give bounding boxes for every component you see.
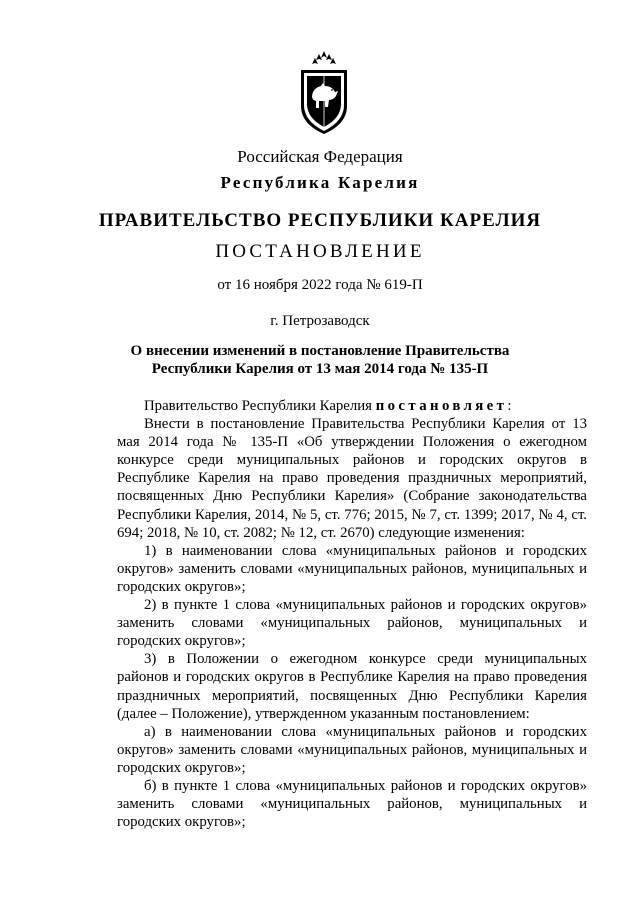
paragraph-item-1: 1) в наименовании слова «муниципальных районов и городских округов» заменить словами «муниципальных районов, муниципальных и городских округов»; [117,542,587,595]
preamble-colon: : [507,398,512,414]
paragraph-main: Внести в постановление Правительства Республики Карелия от 13 мая 2014 года № 135-П «Об утверждении Положения о ежегодном конкурсе среди муниципальных районов и городских округов в Республике Карелия на право проведения праздничных мероприятий, посвященных Дню Республики Карелия» (Собрание законодательства Республики Карелия, 2014, № 5, ст. 776; 2015, № 7, ст. 1399; 2017, № 4, ст. 694; 2018, № 10, ст. 2082; № 12, ст. 2670) следующие изменения: [117,416,587,541]
document-title-line-2: Республики Карелия от 13 мая 2014 года № 135-П [151,361,489,377]
region-name: Республика Карелия [220,173,420,192]
preamble-text: Правительство Республики Карелия [144,398,376,414]
country-name: Российская Федерация [237,147,403,166]
document-title-line-1: О внесении изменений в постановление Правительства [130,343,510,359]
paragraph-item-2: 2) в пункте 1 слова «муниципальных районов и городских округов» заменить словами «муниципальных районов, муниципальных и городских округов»; [117,597,587,650]
document-type: ПОСТАНОВЛЕНИЕ [215,241,425,262]
paragraph-item-3a: а) в наименовании слова «муниципальных районов и городских округов» заменить словами «муниципальных районов, муниципальных и городских округов»; [117,723,587,776]
paragraph-item-3: 3) в Положении о ежегодном конкурсе среди муниципальных районов и городских округов в Республике Карелия на право проведения праздничных мероприятий, посвященных Дню Республики Карелия (далее – Положение), утвержденном указанным постановлением: [117,651,587,722]
karelia-coat-of-arms-icon [295,50,353,136]
city: г. Петрозаводск [270,313,370,329]
issuing-authority: ПРАВИТЕЛЬСТВО РЕСПУБЛИКИ КАРЕЛИЯ [98,210,542,231]
preamble-keyword: постановляет [375,398,508,414]
paragraph-item-3b: б) в пункте 1 слова «муниципальных районов и городских округов» заменить словами «муниципальных районов, муниципальных и городских округов»; [117,777,587,831]
preamble [117,397,587,415]
document-body [117,397,587,831]
date-and-number: от 16 ноября 2022 года № 619-П [217,277,423,293]
